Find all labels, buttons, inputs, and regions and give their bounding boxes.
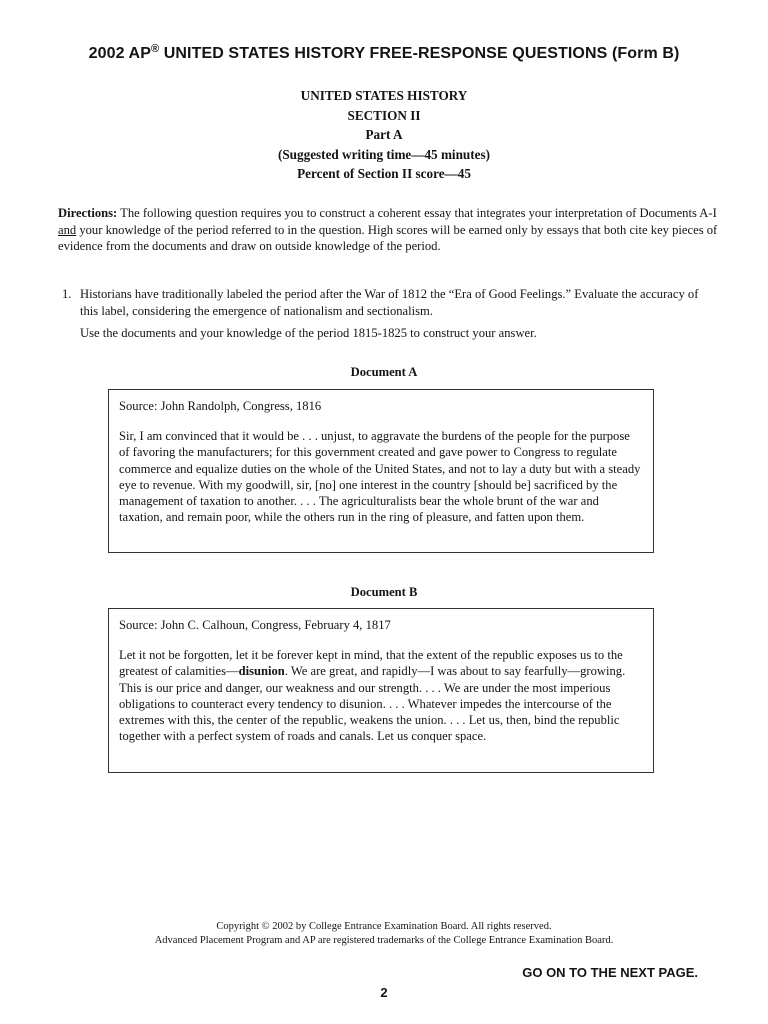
score-percent: Percent of Section II score—45 (297, 166, 471, 182)
registered-mark: ® (150, 43, 160, 55)
question-text: Historians have traditionally labeled the period after the War of 1812 the “Era of Good Feelings.” Evaluate the accuracy of this label, considering the emergence of nationalism and sectionalism. (80, 287, 699, 318)
question-instruction: Use the documents and your knowledge of the period 1815-1825 to construct your answer. (80, 326, 537, 340)
document-b-body-2: . We are great, and rapidly—I was about to say fearfully—growing. This is our price and danger, our weakness and our strength. . . . We are under the most imperious obligations to counteract every tendency to disunion. . . . Whatever impedes the intercourse of the extremes with this, the center of the republic, weakens the union. . . . Let us, then, bind the republic together with a perfect system of roads and canals. Let us conquer space. (119, 664, 626, 744)
document-b-disunion: disunion (238, 664, 285, 679)
title-rest: UNITED STATES HISTORY FREE-RESPONSE QUESTIONS (Form B) (159, 45, 680, 62)
directions (58, 205, 718, 255)
copyright-line-2: Advanced Placement Program and AP are registered trademarks of the College Entrance Examination Board. (154, 935, 614, 946)
document-b-body-1: Let it not be forgotten, let it be forever kept in mind, that the extent of the republic exposes us to the greatest of calamities— (119, 648, 623, 679)
page-title (0, 43, 768, 63)
document-a-box (108, 389, 654, 553)
document-b-body (119, 647, 643, 744)
section-heading (0, 86, 768, 184)
section-title: SECTION II (347, 107, 421, 123)
copyright-notice (0, 920, 768, 948)
document-a-heading: Document A (350, 365, 418, 379)
document-a-source: Source: John Randolph, Congress, 1816 (119, 399, 322, 413)
title-prefix: 2002 AP (88, 45, 151, 62)
document-b-box (108, 608, 654, 773)
directions-text-1: The following question requires you to construct a coherent essay that integrates your interpretation of Documents A-I (117, 206, 717, 220)
directions-label: Directions: (58, 206, 118, 220)
writing-time: (Suggested writing time—45 minutes) (277, 146, 491, 162)
document-b-source: Source: John C. Calhoun, Congress, February 4, 1817 (119, 618, 391, 632)
go-on-notice: GO ON TO THE NEXT PAGE. (522, 965, 698, 980)
directions-text-2: your knowledge of the period referred to in the question. High scores will be earned only by essays that both cite key pieces of evidence from the documents and draw on outside knowledge of the period. (58, 222, 718, 253)
question-number: 1. (62, 287, 72, 301)
page-number: 2 (380, 985, 388, 1000)
document-a-body: Sir, I am convinced that it would be . . . unjust, to aggravate the burdens of the people for the purpose of favoring the manufacturers; for this government created and gave power to Congress to regulate commerce and equalize duties on the whole of the United States, and not to lay a duty but with a steady eye to revenue. With my goodwill, sir, [no] one interest in the country [should be] sacrificed by the management of taxation to another. . . . The agriculturalists bear the whole brunt of the war and taxation, and remain poor, while the others run in the ring of pleasure, and fatten upon them. (119, 429, 641, 525)
document-b-heading: Document B (350, 585, 418, 599)
subject-title: UNITED STATES HISTORY (300, 88, 468, 103)
question-1 (62, 286, 714, 342)
copyright-line-1: Copyright © 2002 by College Entrance Examination Board. All rights reserved. (216, 921, 552, 932)
part-title: Part A (365, 127, 403, 143)
directions-and: and (58, 222, 77, 237)
